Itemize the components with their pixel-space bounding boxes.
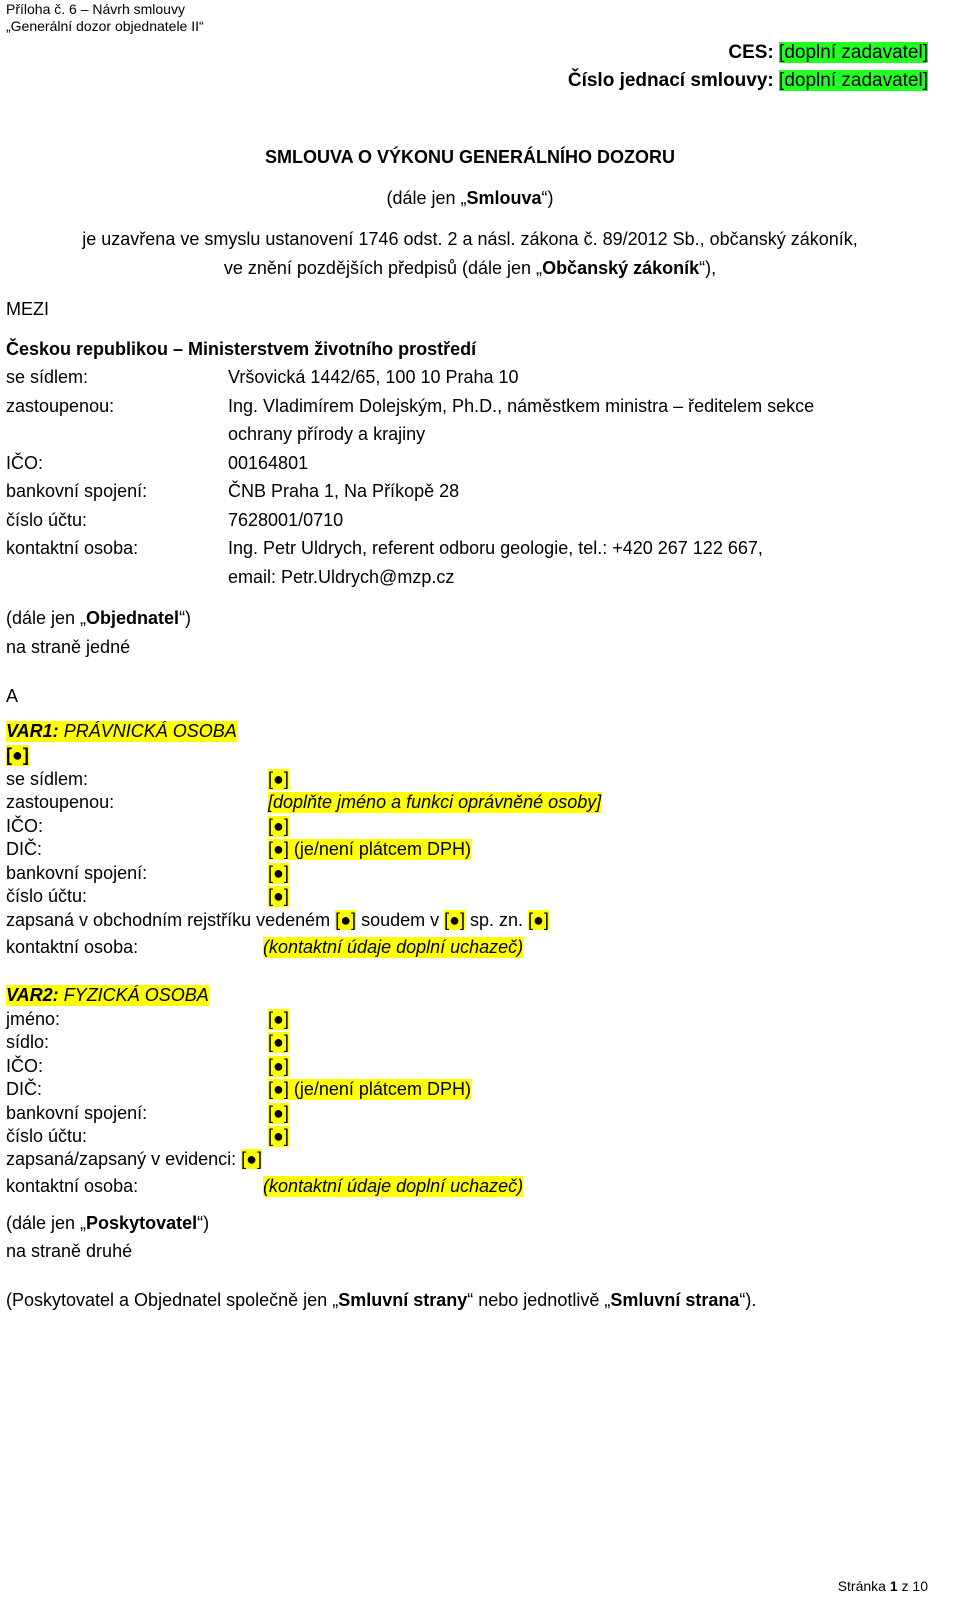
var2-ico-label: IČO: (6, 1056, 44, 1076)
page-title: SMLOUVA O VÝKONU GENERÁLNÍHO DOZORU (264, 147, 675, 167)
client-contact-label: kontaktní osoba: (6, 538, 139, 558)
var2-name-value: [●] (268, 1009, 289, 1029)
var1-bank-value: [●] (268, 863, 289, 883)
var2-contact-label: kontaktní osoba: (6, 1176, 139, 1196)
header-project: „Generální dozor objednatele II“ (6, 18, 204, 34)
var2-seat-label: sídlo: (6, 1032, 50, 1052)
var1-ico-value: [●] (268, 816, 289, 836)
provider-alias: (dále jen „Poskytovatel“) (6, 1213, 210, 1233)
var2-account-value: [●] (268, 1126, 289, 1146)
contract-number-line (568, 70, 928, 92)
mezi-label: MEZI (6, 299, 49, 319)
ces-label: CES: (728, 42, 774, 63)
var2-bank-value: [●] (268, 1103, 289, 1123)
var1-contact-value: (kontaktní údaje doplní uchazeč) (263, 937, 524, 957)
contract-number-label: Číslo jednací smlouvy: (567, 70, 774, 91)
var1-contact-label: kontaktní osoba: (6, 937, 139, 957)
intro-line-1: je uzavřena ve smyslu ustanovení 1746 odst. 2 a násl. zákona č. 89/2012 Sb., občanský zákoník, (82, 229, 858, 249)
provider-side: na straně druhé (6, 1241, 133, 1261)
var2-evidence: zapsaná/zapsaný v evidenci: [●] (6, 1149, 263, 1169)
var1-account-label: číslo účtu: (6, 886, 88, 906)
var2-heading: VAR2: FYZICKÁ OSOBA (6, 985, 209, 1005)
parties-definition: (Poskytovatel a Objednatel společně jen „Smluvní strany“ nebo jednotlivě „Smluvní strana“). (6, 1290, 757, 1310)
a-label: A (6, 686, 19, 706)
client-contact-email: email: Petr.Uldrych@mzp.cz (228, 567, 455, 587)
page-number: Stránka 1 z 10 (837, 1578, 928, 1594)
var2-name-label: jméno: (6, 1009, 61, 1029)
var1-seat-label: se sídlem: (6, 769, 89, 789)
ces-value: [doplní zadavatel] (779, 42, 928, 63)
var1-dic-label: DIČ: (6, 839, 42, 859)
header-attachment: Příloha č. 6 – Návrh smlouvy (6, 1, 185, 17)
var2-dic-label: DIČ: (6, 1079, 42, 1099)
var1-heading: VAR1: PRÁVNICKÁ OSOBA (6, 721, 237, 741)
title-alias: (dále jen „Smlouva“) (386, 188, 554, 208)
var2-ico-value: [●] (268, 1056, 289, 1076)
var2-seat-value: [●] (268, 1032, 289, 1052)
client-name: Českou republikou – Ministerstvem životního prostředí (6, 339, 477, 359)
var1-rep-value: [doplňte jméno a funkci oprávněné osoby] (268, 792, 602, 812)
contract-number-value: [doplní zadavatel] (779, 70, 928, 91)
client-seat-label: se sídlem: (6, 367, 89, 387)
ces-line (728, 42, 928, 64)
var1-name: [●] (6, 745, 29, 765)
client-account-value: 7628001/0710 (228, 510, 344, 530)
client-side: na straně jedné (6, 637, 131, 657)
var1-bank-label: bankovní spojení: (6, 863, 148, 883)
client-rep-value: Ing. Vladimírem Dolejským, Ph.D., náměstkem ministra – ředitelem sekce (228, 396, 815, 416)
client-rep-value-cont: ochrany přírody a krajiny (228, 424, 426, 444)
intro-line-2: ve znění pozdějších předpisů (dále jen „Občanský zákoník“), (223, 258, 717, 278)
var1-dic-value: [●] (je/není plátcem DPH) (268, 839, 471, 859)
var1-account-value: [●] (268, 886, 289, 906)
var2-contact-value: (kontaktní údaje doplní uchazeč) (263, 1176, 524, 1196)
var1-seat-value: [●] (268, 769, 289, 789)
var2-dic-value: [●] (je/není plátcem DPH) (268, 1079, 471, 1099)
var2-bank-label: bankovní spojení: (6, 1103, 148, 1123)
client-alias: (dále jen „Objednatel“) (6, 608, 192, 628)
client-rep-label: zastoupenou: (6, 396, 115, 416)
client-seat-value: Vršovická 1442/65, 100 10 Praha 10 (228, 367, 519, 387)
client-account-label: číslo účtu: (6, 510, 88, 530)
var2-account-label: číslo účtu: (6, 1126, 88, 1146)
client-ico-value: 00164801 (228, 453, 309, 473)
client-bank-label: bankovní spojení: (6, 481, 148, 501)
client-bank-value: ČNB Praha 1, Na Příkopě 28 (228, 481, 460, 501)
var1-rep-label: zastoupenou: (6, 792, 115, 812)
var1-register: zapsaná v obchodním rejstříku vedeném [●] soudem v [●] sp. zn. [●] (6, 910, 549, 930)
var1-ico-label: IČO: (6, 816, 44, 836)
client-ico-label: IČO: (6, 453, 44, 473)
client-contact-value: Ing. Petr Uldrych, referent odboru geologie, tel.: +420 267 122 667, (228, 538, 763, 558)
